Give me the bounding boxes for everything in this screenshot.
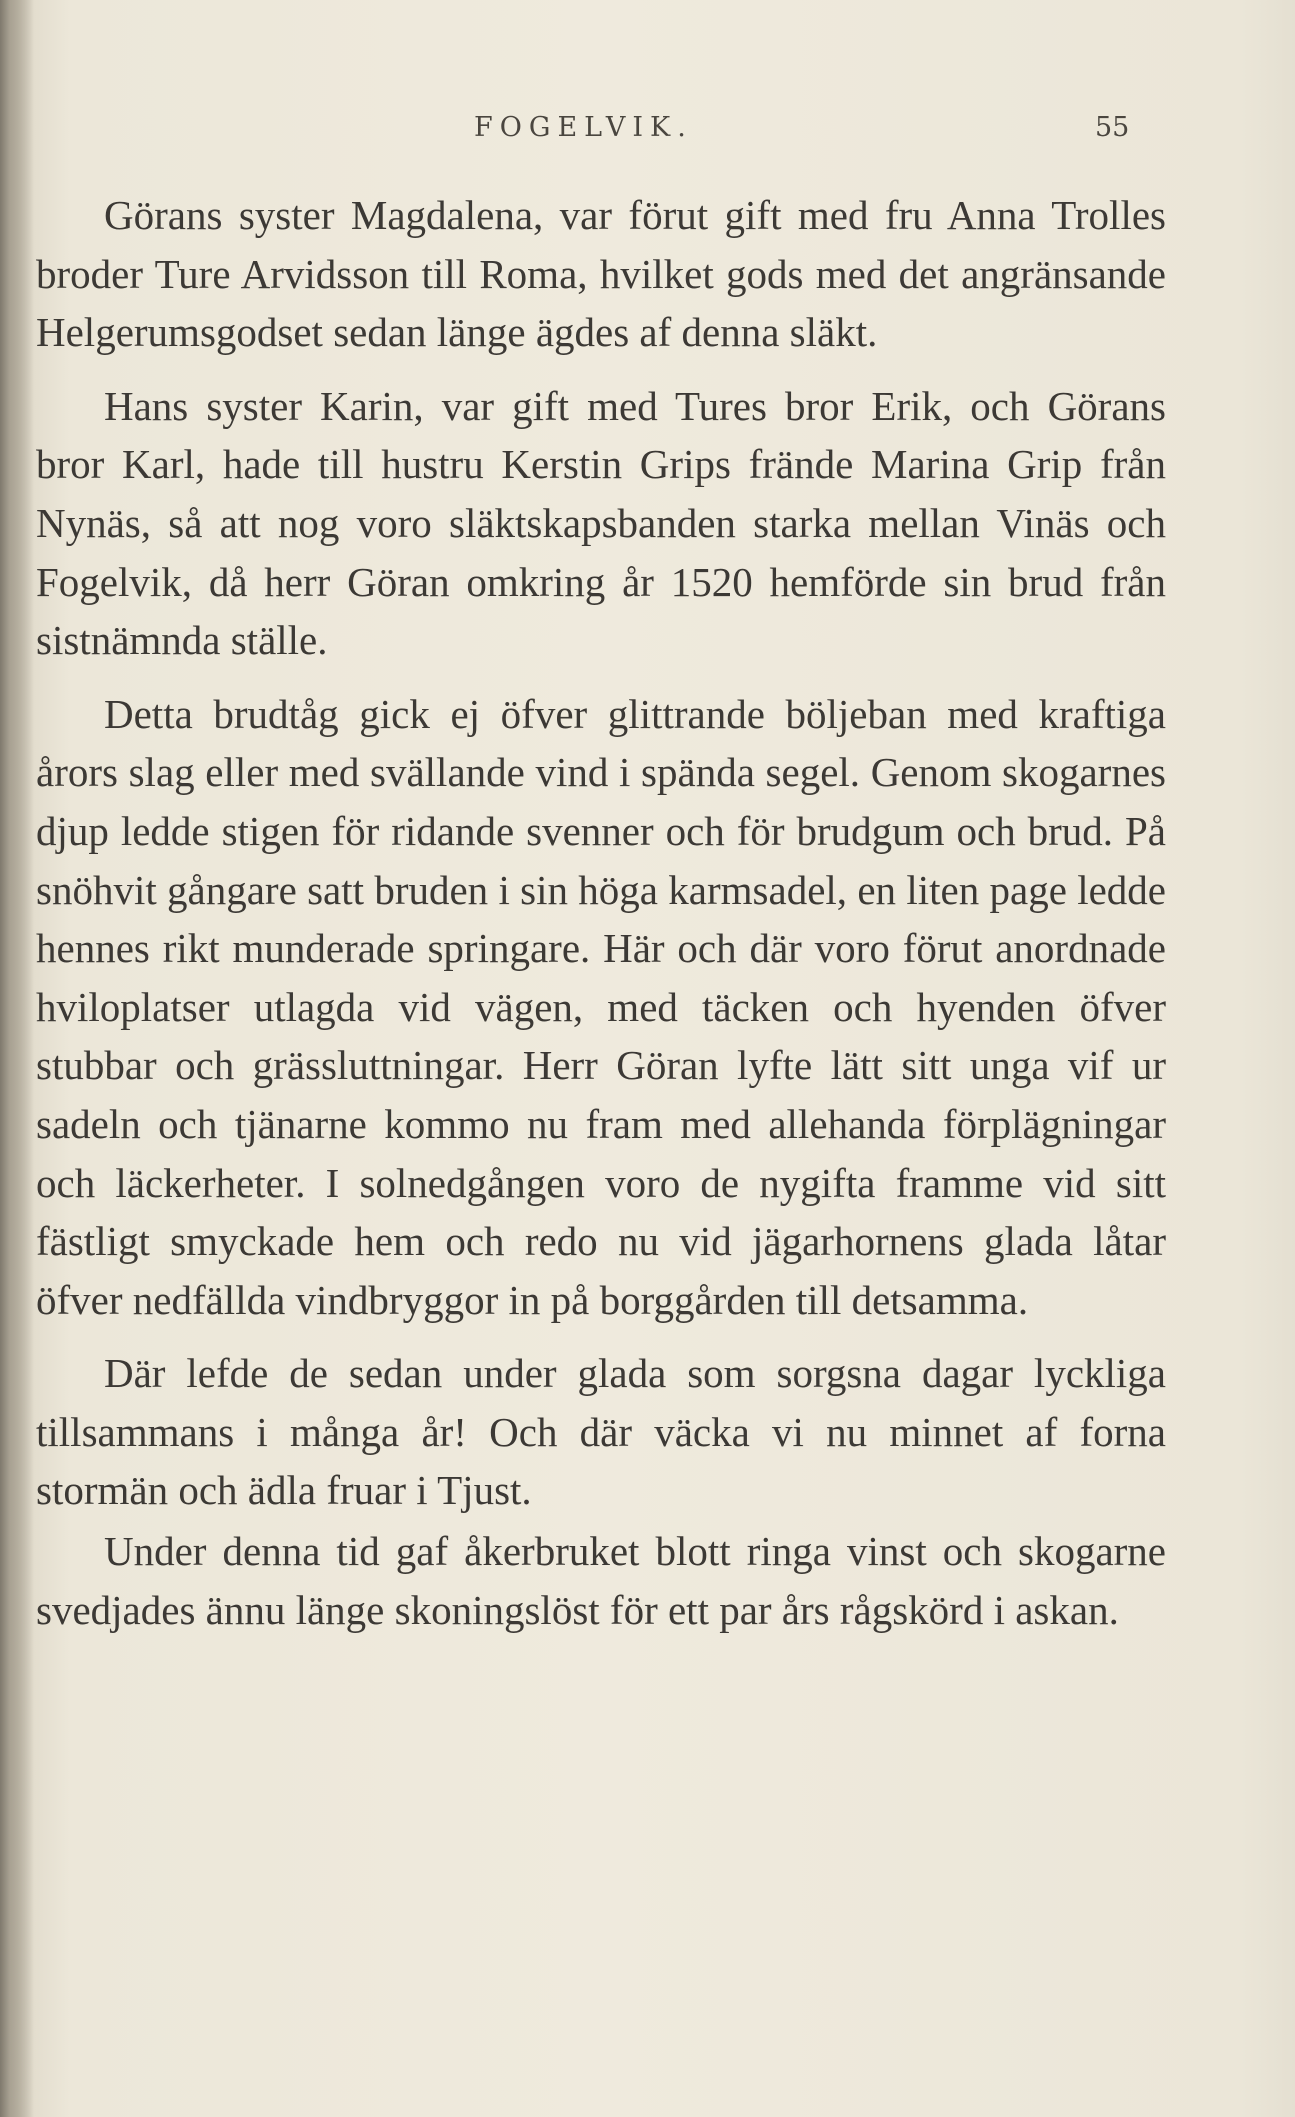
spine-shadow — [0, 0, 34, 2117]
page-number: 55 — [1095, 112, 1130, 143]
running-title: FOGELVIK. — [474, 112, 693, 143]
paragraph-akerbruket: Under denna tid gaf åkerbruket blott ringa vinst och skogarne svedjades ännu länge skoningslöst för ett par års rågskörd i askan. — [36, 1528, 1166, 1633]
page-header — [0, 112, 1295, 152]
paragraph-magdalena: Görans syster Magdalena, var förut gift med fru Anna Trolles broder Ture Arvidsson till Roma, hvilket gods med det angränsande Helgerumsgodset sedan länge ägdes af denna släkt. — [36, 192, 1166, 356]
paragraph-lefde: Där lefde de sedan under glada som sorgsna dagar lyckliga tillsammans i många år! Och där väcka vi nu minnet af forna stormän och ädla fruar i Tjust. — [36, 1350, 1166, 1514]
body-text — [36, 186, 1166, 1639]
paragraph-brudtag: Detta brudtåg gick ej öfver glittrande böljeban med kraftiga årors slag eller med svällande vind i spända segel. Genom skogarnes djup ledde stigen för ridande svenner och för brudgum och brud. På snöhvit gångare satt bruden i sin höga karmsadel, en liten page ledde hennes rikt munderade springare. Här och där voro förut anordnade hviloplatser utlagda vid vägen, med täcken och hyenden öfver stubbar och grässluttningar. Herr Göran lyfte lätt sitt unga vif ur sadeln och tjänarne kommo nu fram med allehanda förplägningar och läckerheter. I solnedgången voro de nygifta framme vid sitt fästligt smyckade hem och redo nu vid jägarhornens glada låtar öfver nedfällda vindbryggor in på borggården till detsamma. — [36, 690, 1166, 1323]
paragraph-karin: Hans syster Karin, var gift med Tures bror Erik, och Görans bror Karl, hade till hustru Kerstin Grips frände Marina Grip från Nynäs, så att nog voro släktskapsbanden starka mellan Vinäs och Fogelvik, då herr Göran omkring år 1520 hemförde sin brud från sistnämnda ställe. — [36, 382, 1166, 664]
